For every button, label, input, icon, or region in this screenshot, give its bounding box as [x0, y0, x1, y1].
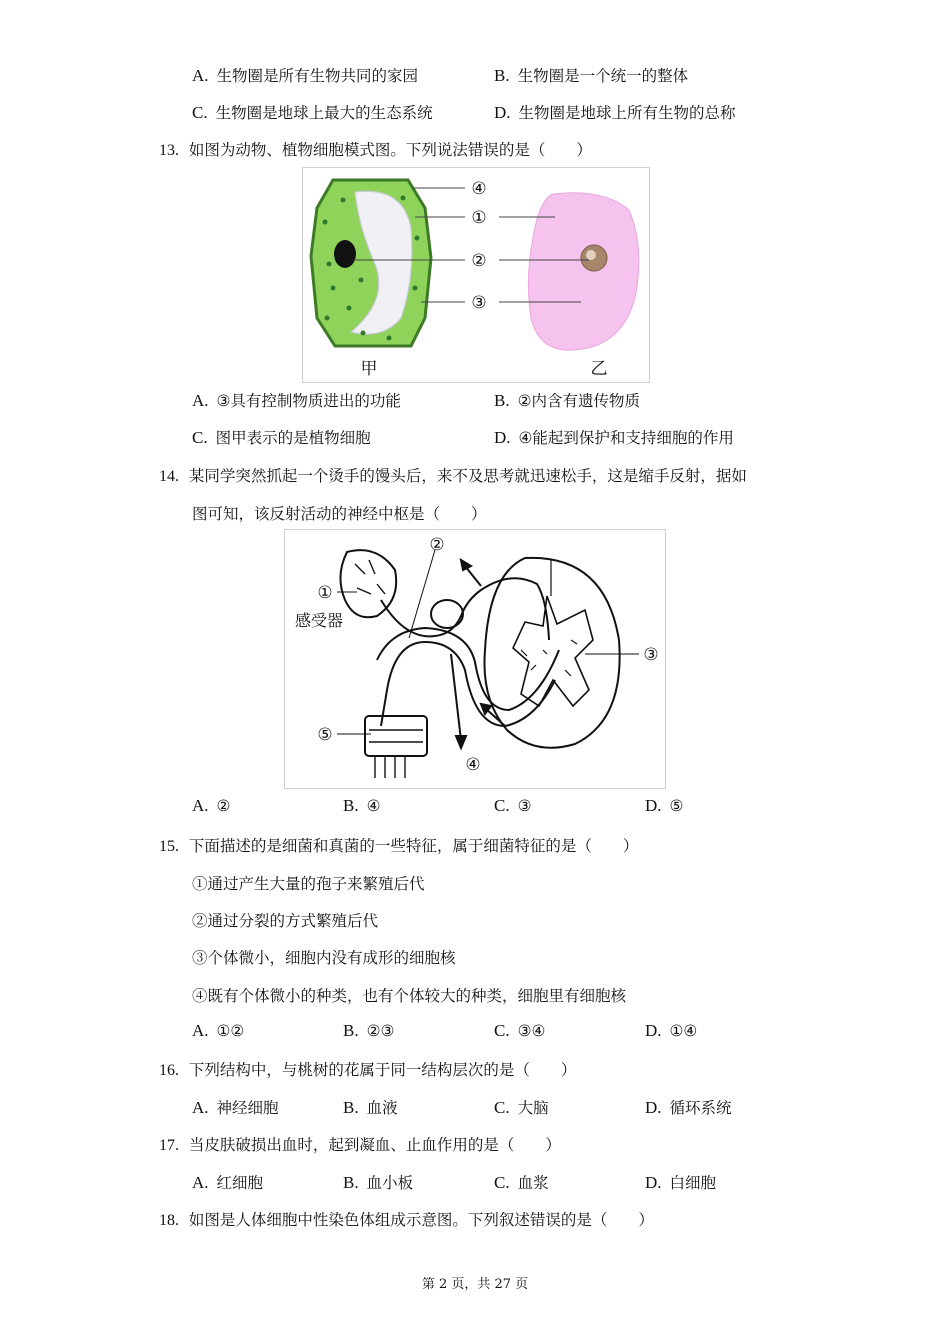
- q12-option-a: A. 生物圈是所有生物共同的家园: [192, 66, 419, 85]
- q17-option-a: A. 红细胞: [192, 1173, 264, 1192]
- q17-option-d: D. 白细胞: [645, 1173, 717, 1192]
- q12-option-c: C. 生物圈是地球上最大的生态系统: [192, 103, 433, 122]
- q16-option-c: C. 大脑: [494, 1098, 549, 1117]
- q12-option-d: D. 生物圈是地球上所有生物的总称: [494, 103, 736, 122]
- q13-option-a: A. ③具有控制物质进出的功能: [192, 391, 401, 410]
- q15-option-c: C. ③④: [494, 1021, 546, 1040]
- q14-option-c: C. ③: [494, 796, 532, 815]
- q13-option-b: B. ②内含有遗传物质: [494, 391, 640, 410]
- q13-option-d: D. ④能起到保护和支持细胞的作用: [494, 428, 734, 447]
- q13-stem: 13. 如图为动物、植物细胞模式图。下列说法错误的是（ ）: [159, 141, 592, 159]
- q14-option-a: A. ②: [192, 796, 231, 815]
- q14-option-b: B. ④: [343, 796, 381, 815]
- reflex-label-5: ⑤: [317, 725, 333, 745]
- q15-stem: 15. 下面描述的是细菌和真菌的一些特征，属于细菌特征的是（ ）: [159, 837, 639, 855]
- cell-label-1: ①: [471, 208, 487, 228]
- q13-option-c: C. 图甲表示的是植物细胞: [192, 428, 371, 447]
- q14-stem-line2: 图可知，该反射活动的神经中枢是（ ）: [192, 505, 487, 523]
- q14-stem-line1: 14. 某同学突然抓起一个烫手的馒头后，来不及思考就迅速松手，这是缩手反射，据如: [159, 467, 747, 485]
- q15-item-4: ④既有个体微小的种类，也有个体较大的种类，细胞里有细胞核: [192, 987, 627, 1005]
- page-footer: 第 2 页，共 27 页: [421, 1277, 529, 1292]
- q15-item-3: ③个体微小，细胞内没有成形的细胞核: [192, 949, 456, 967]
- caption-yi: 乙: [590, 359, 608, 379]
- receptor-label: 感受器: [294, 611, 344, 630]
- cell-label-3: ③: [471, 293, 487, 313]
- q16-stem: 16. 下列结构中，与桃树的花属于同一结构层次的是（ ）: [159, 1061, 577, 1079]
- q16-option-d: D. 循环系统: [645, 1098, 732, 1117]
- reflex-label-1: ①: [317, 583, 333, 603]
- q17-option-c: C. 血浆: [494, 1173, 549, 1192]
- caption-jia: 甲: [360, 359, 378, 379]
- q15-option-a: A. ①②: [192, 1021, 245, 1040]
- q12-option-b: B. 生物圈是一个统一的整体: [494, 66, 689, 85]
- reflex-label-4: ④: [465, 755, 481, 775]
- reflex-label-2: ②: [429, 535, 445, 555]
- q15-item-2: ②通过分裂的方式繁殖后代: [192, 912, 379, 930]
- q17-option-b: B. 血小板: [343, 1173, 414, 1192]
- cell-label-2: ②: [471, 251, 487, 271]
- q16-option-a: A. 神经细胞: [192, 1098, 279, 1117]
- q15-option-b: B. ②③: [343, 1021, 395, 1040]
- cell-diagram: [302, 167, 650, 383]
- reflex-label-3: ③: [643, 645, 659, 665]
- q15-option-d: D. ①④: [645, 1021, 698, 1040]
- q18-stem: 18. 如图是人体细胞中性染色体组成示意图。下列叙述错误的是（ ）: [159, 1211, 654, 1229]
- q17-stem: 17. 当皮肤破损出血时，起到凝血、止血作用的是（ ）: [159, 1136, 561, 1154]
- q16-option-b: B. 血液: [343, 1098, 398, 1117]
- reflex-arc-diagram: [284, 529, 666, 789]
- q14-option-d: D. ⑤: [645, 796, 684, 815]
- cell-label-4: ④: [471, 179, 487, 199]
- q15-item-1: ①通过产生大量的孢子来繁殖后代: [192, 875, 425, 893]
